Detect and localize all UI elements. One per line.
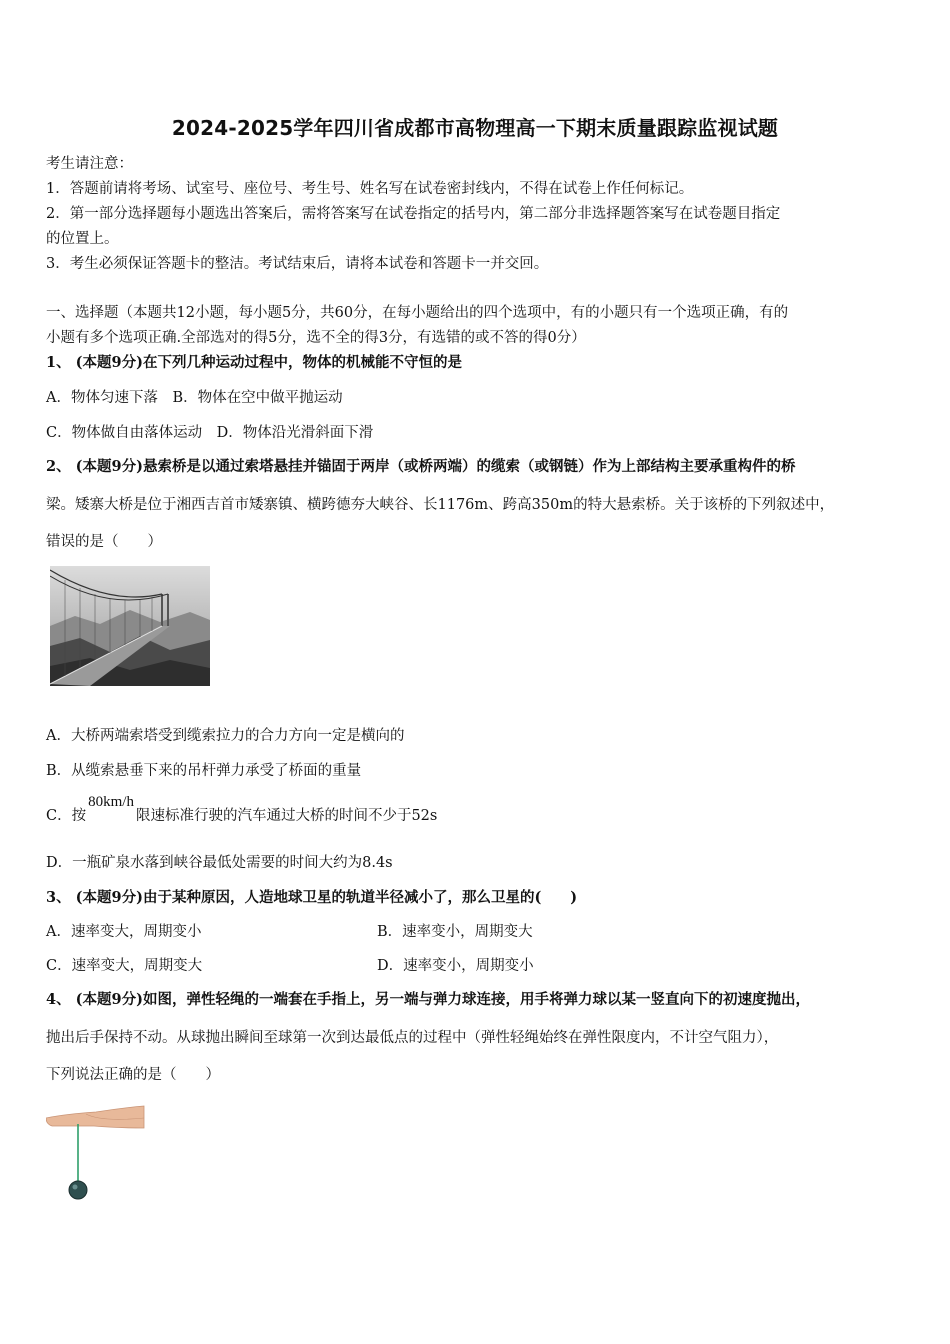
notice-item-1: 1．答题前请将考场、试室号、座位号、考生号、姓名写在试卷密封线内，不得在试卷上作任何标记。 [46,181,694,197]
question-2-stem-2: 梁。矮寨大桥是位于湘西吉首市矮寨镇、横跨德夯大峡谷、长1176m、跨高350m的特大悬索桥。关于该桥的下列叙述中， [46,497,835,513]
question-4-stem-1: 4、 (本题9分)如图，弹性轻绳的一端套在手指上，另一端与弹力球连接，用手将弹力球以某一竖直向下的初速度抛出， [46,991,810,1008]
question-3-option-b: B．速率变小，周期变大 [377,924,533,940]
question-2-option-a: A．大桥两端索塔受到缆索拉力的合力方向一定是横向的 [46,728,405,744]
exam-title: 2024-2025学年四川省成都市高物理高一下期末质量跟踪监视试题 [171,116,779,140]
question-2-option-d: D．一瓶矿泉水落到峡谷最低处需要的时间大约为8.4s [46,855,393,871]
question-1-options-cd [46,421,373,442]
section-header-cont: 小题有多个选项正确.全部选对的得5分，选不全的得3分，有选错的或不答的得0分） [46,330,586,346]
notice-item-2: 2．第一部分选择题每小题选出答案后，需将答案写在试卷指定的括号内，第二部分非选择题答案写在试卷题目指定 [46,206,781,222]
question-1-option-a: A．物体匀速下落 [46,390,158,406]
question-4-stem-3: 下列说法正确的是（ ） [46,1067,220,1083]
speed-limit-expression: 80km/h [88,794,134,810]
question-2-stem-3: 错误的是（ ） [46,534,162,550]
hand-elastic-ball-figure [46,1100,146,1204]
notice-heading: 考生请注意： [46,156,133,172]
question-3-option-d: D．速率变小，周期变小 [377,958,534,974]
suspension-bridge-photo [50,566,210,686]
question-1-options-ab [46,386,343,407]
question-2-option-c-prefix: C．按 [46,808,87,824]
question-1-stem: 1、 (本题9分)在下列几种运动过程中，物体的机械能不守恒的是 [46,354,462,371]
notice-item-3: 3．考生必须保证答题卡的整洁。考试结束后，请将本试卷和答题卡一并交回。 [46,256,549,272]
question-2-option-c [46,794,438,825]
question-2-option-c-suffix: 限速标准行驶的汽车通过大桥的时间不少于52s [135,808,438,824]
notice-item-2-cont: 的位置上。 [46,231,119,247]
question-3-option-a: A．速率变大，周期变小 [46,924,202,940]
question-2-stem-1: 2、 (本题9分)悬索桥是以通过索塔悬挂并锚固于两岸（或桥两端）的缆索（或钢链）作为上部结构主要承重构件的桥 [46,458,796,475]
question-1-option-d: D．物体沿光滑斜面下滑 [216,425,374,441]
question-1-option-b: B．物体在空中做平抛运动 [172,390,343,406]
question-2-option-b: B．从缆索悬垂下来的吊杆弹力承受了桥面的重量 [46,763,362,779]
question-3-option-c: C．速率变大，周期变大 [46,958,203,974]
question-1-option-c: C．物体做自由落体运动 [46,425,203,441]
question-3-stem: 3、 (本题9分)由于某种原因，人造地球卫星的轨道半径减小了，那么卫星的( ) [46,889,578,906]
question-4-stem-2: 抛出后手保持不动。从球抛出瞬间至球第一次到达最低点的过程中（弹性轻绳始终在弹性限度内，不计空气阻力）， [46,1030,779,1046]
section-header: 一、选择题（本题共12小题，每小题5分，共60分，在每小题给出的四个选项中，有的小题只有一个选项正确，有的 [46,305,789,321]
